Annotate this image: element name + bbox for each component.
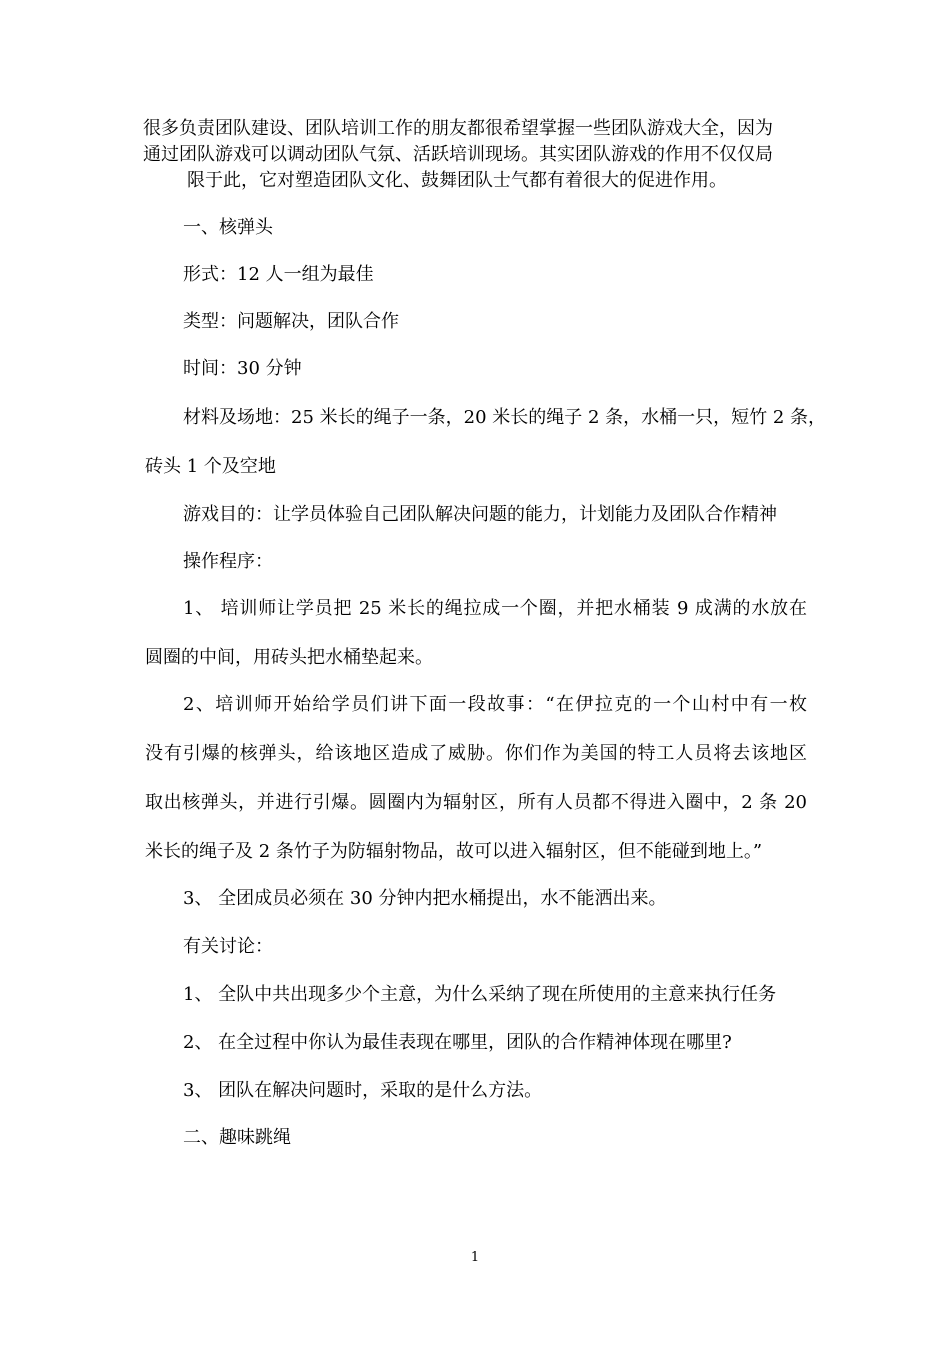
step-2-line-4: 米长的绳子及 2 条竹子为防辐射物品，故可以进入辐射区，但不能碰到地上。” bbox=[145, 841, 763, 862]
step-2-line-1: 2、培训师开始给学员们讲下面一段故事：“在伊拉克的一个山村中有一枚 bbox=[183, 694, 807, 715]
form-line: 形式：12 人一组为最佳 bbox=[183, 264, 374, 285]
page-number: 1 bbox=[470, 1250, 480, 1265]
materials-line-1: 材料及场地：25 米长的绳子一条，20 米长的绳子 2 条，水桶一只，短竹 2 条， bbox=[183, 407, 827, 428]
intro-line-2: 通过团队游戏可以调动团队气氛、活跃培训现场。其实团队游戏的作用不仅仅局 bbox=[143, 144, 773, 165]
step-2-line-3: 取出核弹头，并进行引爆。圆圈内为辐射区，所有人员都不得进入圈中，2 条 20 bbox=[145, 792, 807, 813]
materials-line-2: 砖头 1 个及空地 bbox=[145, 456, 276, 477]
time-line: 时间：30 分钟 bbox=[183, 358, 302, 379]
discussion-item-2: 2、 在全过程中你认为最佳表现在哪里，团队的合作精神体现在哪里? bbox=[183, 1032, 732, 1053]
step-1-line-1: 1、 培训师让学员把 25 米长的绳拉成一个圈，并把水桶装 9 成满的水放在 bbox=[183, 598, 807, 619]
procedure-heading: 操作程序： bbox=[183, 551, 273, 572]
step-2-line-2: 没有引爆的核弹头，给该地区造成了威胁。你们作为美国的特工人员将去该地区 bbox=[145, 743, 807, 764]
intro-line-1: 很多负责团队建设、团队培训工作的朋友都很希望掌握一些团队游戏大全，因为 bbox=[143, 118, 773, 139]
step-3-line: 3、 全团成员必须在 30 分钟内把水桶提出，水不能洒出来。 bbox=[183, 888, 667, 909]
section-heading-fun-jump-rope: 二、趣味跳绳 bbox=[183, 1127, 291, 1148]
discussion-item-1: 1、 全队中共出现多少个主意，为什么采纳了现在所使用的主意来执行任务 bbox=[183, 984, 777, 1005]
step-1-line-2: 圆圈的中间，用砖头把水桶垫起来。 bbox=[145, 647, 433, 668]
purpose-line: 游戏目的：让学员体验自己团队解决问题的能力，计划能力及团队合作精神 bbox=[183, 504, 777, 525]
intro-paragraph bbox=[143, 116, 809, 194]
type-line: 类型：问题解决，团队合作 bbox=[183, 311, 399, 332]
discussion-item-3: 3、 团队在解决问题时，采取的是什么方法。 bbox=[183, 1080, 543, 1101]
discussion-heading: 有关讨论： bbox=[183, 936, 273, 957]
section-heading-nuclear-warhead: 一、核弹头 bbox=[183, 217, 273, 238]
intro-line-3: 限于此，它对塑造团队文化、鼓舞团队士气都有着很大的促进作用。 bbox=[187, 170, 727, 191]
